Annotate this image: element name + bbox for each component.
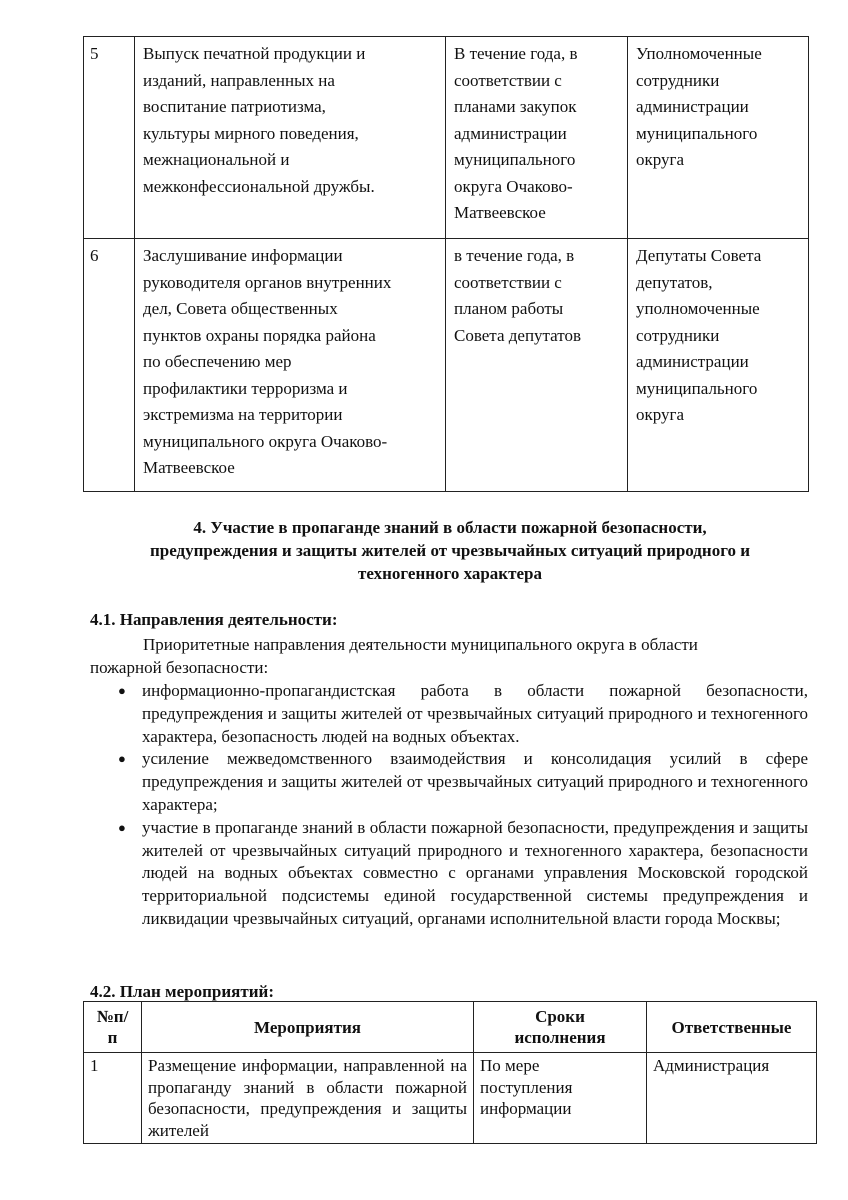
list-item: ● участие в пропаганде знаний в области пожарной безопасности, предупреждения и защиты жителей от чрезвычайных ситуаций природного и техногенного характера, безопасности людей на водных объектах совместно с органами управления Московской городской территориальной подсистемы единой государственной системы предупреждения и ликвидации чрезвычайных ситуаций, органами исполнительной власти города Москвы; xyxy=(118,817,808,928)
list-item: ● усиление межведомственного взаимодействия и консолидация усилий в сфере предупреждения и защиты жителей от чрезвычайных ситуаций природного и техногенного характера; xyxy=(118,749,808,814)
plan-table xyxy=(83,1001,817,1144)
table-header-row xyxy=(84,1002,817,1053)
row-number: 6 xyxy=(84,239,135,492)
bullet-icon: ● xyxy=(118,819,126,835)
term-cell: в течение года, в соответствии с планом работы Совета депутатов xyxy=(446,239,628,492)
events-table-continued xyxy=(83,36,809,492)
directions-list xyxy=(90,680,808,931)
responsible-cell: Уполномоченные сотрудники администрации муниципального округа xyxy=(628,37,809,239)
header-term: Сроки исполнения xyxy=(474,1002,647,1053)
header-responsible: Ответственные xyxy=(647,1002,817,1053)
row-number: 5 xyxy=(84,37,135,239)
term-cell: По мере поступления информации xyxy=(474,1053,647,1144)
table-row xyxy=(84,239,809,492)
header-event: Мероприятия xyxy=(142,1002,474,1053)
bullet-icon: ● xyxy=(118,683,126,698)
event-cell: Заслушивание информации руководителя органов внутренних дел, Совета общественных пунктов охраны порядка района по обеспечению мер профилактики терроризма и экстремизма на территории муниципального округа Очаково- Матвеевское xyxy=(135,239,446,492)
bullet-icon: ● xyxy=(118,751,126,767)
row-number: 1 xyxy=(84,1053,142,1144)
intro-paragraph: Приоритетные направления деятельности муниципального округа в области пожарной безопасности: xyxy=(90,635,698,677)
event-cell: Размещение информации, направленной на пропаганду знаний в области пожарной безопасности, предупреждения и защиты жителей xyxy=(142,1053,474,1144)
event-cell: Выпуск печатной продукции и изданий, направленных на воспитание патриотизма, культуры мирного поведения, межнациональной и межконфессиональной дружбы. xyxy=(135,37,446,239)
list-item: ● информационно-пропагандистская работа в области пожарной безопасности, предупреждения и защиты жителей от чрезвычайных ситуаций природного и техногенного характера, безопасность людей на водных объектах. xyxy=(118,681,808,746)
header-num: №п/ п xyxy=(84,1002,142,1053)
responsible-cell: Администрация xyxy=(647,1053,817,1144)
term-cell: В течение года, в соответствии с планами закупок администрации муниципального округа Очаково- Матвеевское xyxy=(446,37,628,239)
responsible-cell: Депутаты Совета депутатов, уполномоченные сотрудники администрации муниципального округа xyxy=(628,239,809,492)
section-title: 4. Участие в пропаганде знаний в области пожарной безопасности, предупреждения и защиты жителей от чрезвычайных ситуаций природного и техногенного характера xyxy=(149,518,751,583)
table-row xyxy=(84,1053,817,1144)
subsection-heading-plan: 4.2. План мероприятий: xyxy=(90,982,274,1001)
table-row xyxy=(84,37,809,239)
subsection-heading-directions: 4.1. Направления деятельности: xyxy=(90,610,338,629)
